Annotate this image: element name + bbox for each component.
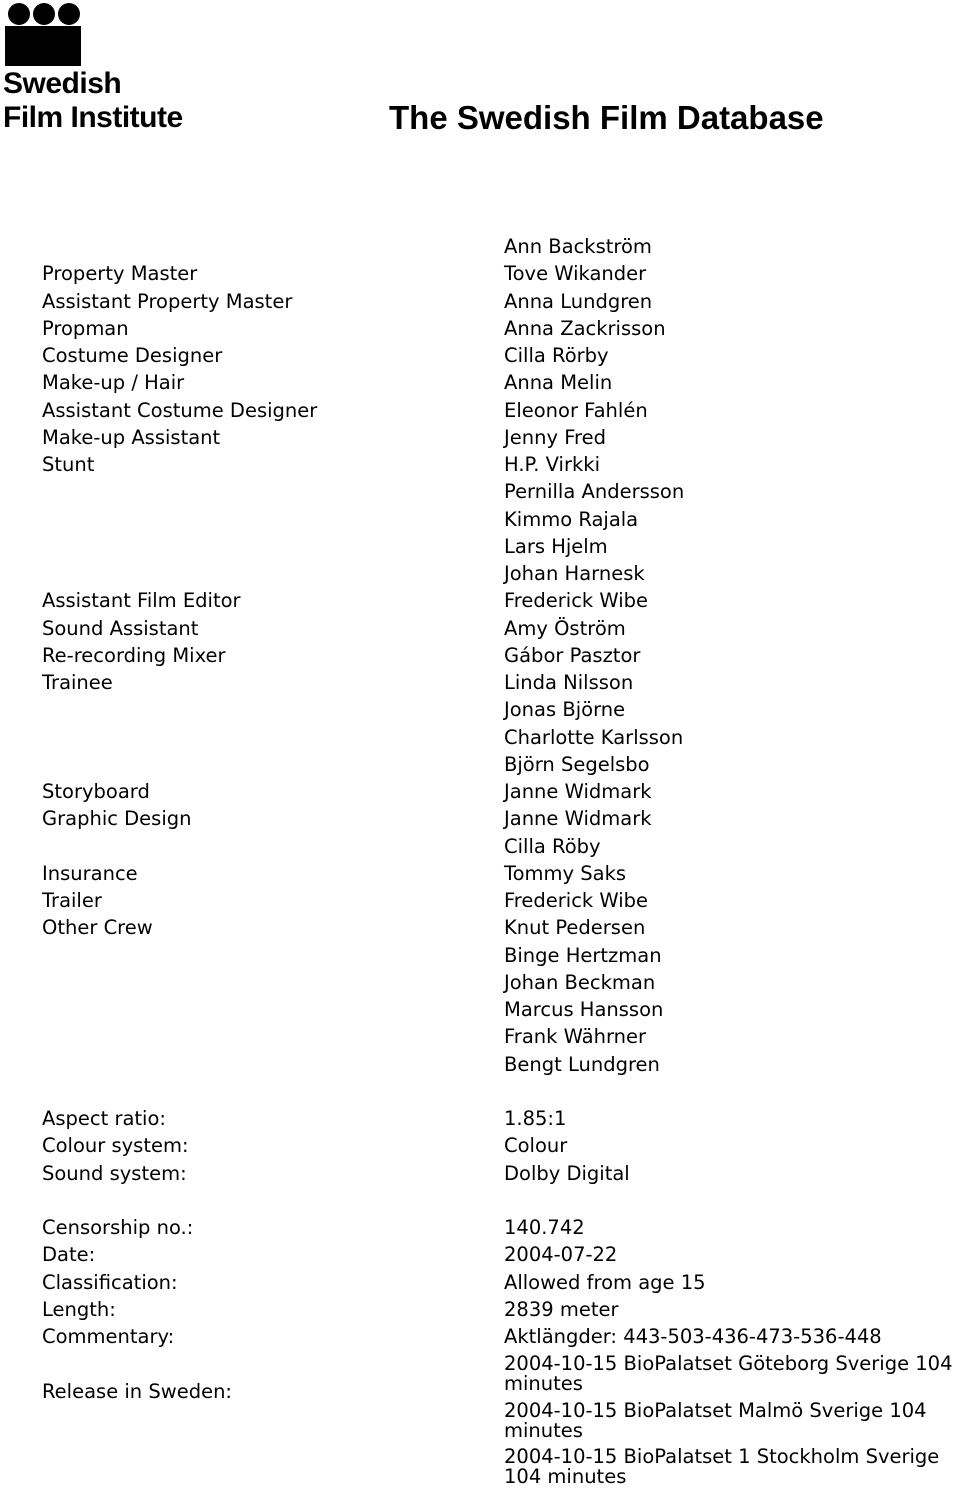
censorship-value: 140.742: [504, 1216, 585, 1239]
crew-member-name: Ann Backström: [504, 235, 652, 258]
censorship-value: 2839 meter: [504, 1297, 619, 1321]
crew-member-name: Anna Lundgren: [504, 289, 653, 313]
crew-role-label: Re-recording Mixer: [42, 643, 226, 667]
swedish-film-institute-logo: [2, 3, 183, 134]
crew-member-name: Jonas Björne: [504, 698, 626, 722]
tech-spec-label: Aspect ratio:: [42, 1107, 166, 1130]
crew-member-name: Bengt Lundgren: [504, 1052, 660, 1076]
censorship-value: 2004-07-22: [504, 1243, 618, 1267]
crew-member-name: Johan Harnesk: [504, 562, 645, 585]
tech-spec-value: Dolby Digital: [504, 1161, 630, 1185]
crew-role-label: Insurance: [42, 861, 138, 885]
crew-member-name: Binge Hertzman: [504, 943, 662, 967]
logo-block-icon: [5, 26, 81, 66]
crew-role-label: Other Crew: [42, 916, 153, 940]
crew-member-name: Frederick Wibe: [504, 889, 649, 912]
release-entry: 2004-10-15 BioPalatset 1 Stockholm Sverige 104 minutes: [504, 1445, 940, 1488]
crew-role-label: Trailer: [42, 889, 102, 912]
crew-member-name: Björn Segelsbo: [504, 752, 650, 776]
crew-role-label: Assistant Costume Designer: [42, 398, 318, 422]
release-entry: 2004-10-15 BioPalatset Malmö Sverige 104 minutes: [504, 1399, 927, 1442]
crew-member-name: Frederick Wibe: [504, 589, 649, 613]
tech-spec-value: 1.85:1: [504, 1107, 567, 1130]
release-label: Release in Sweden:: [42, 1379, 232, 1403]
crew-member-name: Tove Wikander: [504, 262, 647, 286]
crew-member-name: Cilla Röby: [504, 834, 601, 858]
crew-member-name: Anna Zackrisson: [504, 316, 666, 340]
tech-spec-label: Sound system:: [42, 1161, 187, 1185]
crew-member-name: Janne Widmark: [504, 807, 652, 831]
crew-member-name: Kimmo Rajala: [504, 507, 639, 531]
censorship-value: Allowed from age 15: [504, 1270, 706, 1294]
crew-member-name: Pernilla Andersson: [504, 480, 685, 504]
crew-role-label: Propman: [42, 316, 129, 340]
crew-role-label: Make-up / Hair: [42, 371, 185, 395]
censorship-label: Commentary:: [42, 1325, 175, 1348]
crew-role-label: Make-up Assistant: [42, 425, 221, 449]
censorship-label: Classification:: [42, 1270, 178, 1294]
censorship-label: Length:: [42, 1297, 116, 1321]
logo-text-line1: Swedish: [3, 67, 122, 100]
censorship-value: Aktlängder: 443-503-436-473-536-448: [504, 1325, 882, 1348]
crew-member-name: Eleonor Fahlén: [504, 398, 648, 422]
crew-member-name: Marcus Hansson: [504, 998, 664, 1021]
crew-member-name: Linda Nilsson: [504, 671, 634, 694]
crew-role-label: Assistant Property Master: [42, 289, 293, 313]
crew-role-label: Sound Assistant: [42, 616, 199, 640]
crew-role-label: Assistant Film Editor: [42, 589, 241, 613]
tech-spec-label: Colour system:: [42, 1134, 189, 1158]
crew-member-name: Frank Währner: [504, 1025, 647, 1049]
release-entry: 2004-10-15 BioPalatset Göteborg Sverige 104 minutes: [504, 1352, 953, 1395]
crew-role-label: Trainee: [42, 671, 113, 694]
crew-role-label: Graphic Design: [42, 807, 192, 831]
censorship-label: Censorship no.:: [42, 1216, 194, 1239]
tech-spec-value: Colour: [504, 1134, 568, 1158]
crew-member-name: Gábor Pasztor: [504, 643, 641, 667]
crew-role-label: Costume Designer: [42, 344, 223, 367]
crew-member-name: Anna Melin: [504, 371, 613, 395]
crew-member-name: Jenny Fred: [504, 425, 606, 449]
crew-member-name: Lars Hjelm: [504, 534, 608, 558]
crew-member-name: Tommy Saks: [504, 861, 627, 885]
crew-member-name: H.P. Virkki: [504, 453, 600, 476]
censorship-label: Date:: [42, 1243, 96, 1267]
logo-text-line2: Film Institute: [3, 101, 183, 134]
crew-role-label: Stunt: [42, 453, 95, 476]
crew-member-name: Janne Widmark: [504, 780, 652, 803]
crew-role-label: Storyboard: [42, 780, 150, 803]
logo-dots-icon: [2, 3, 82, 25]
crew-member-name: Johan Beckman: [504, 970, 656, 994]
crew-member-name: Charlotte Karlsson: [504, 725, 684, 749]
crew-role-label: Property Master: [42, 262, 198, 286]
page-title: The Swedish Film Database: [389, 99, 824, 136]
crew-member-name: Amy Öström: [504, 616, 626, 640]
crew-member-name: Cilla Rörby: [504, 344, 609, 367]
crew-member-name: Knut Pedersen: [504, 916, 646, 940]
